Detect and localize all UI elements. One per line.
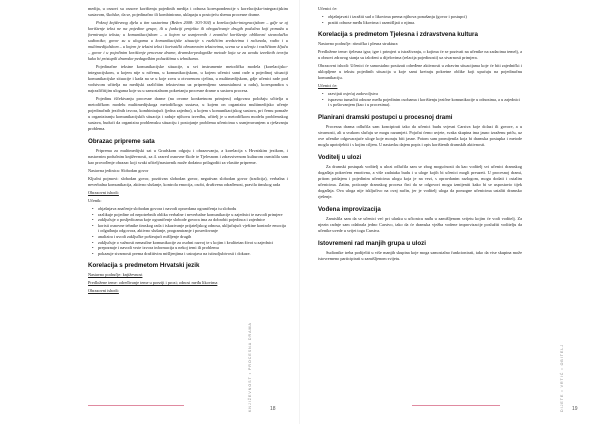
lesson-plan-body: Priprema za multimedijski sat u Gradskom odgoju i obrazovanju, a korelacija s Hrvatskim jezikom, i nastavnim podučnim književnosti, za 4. razred osnovne škole te Tjelesnom i zdravstvenom kulturom osmislila sam kao provođenje obrazac koji svaki učitelj/nastavnik može dodatno prilagoditi za vlastite pripreme.	[88, 148, 288, 165]
list-item: • objašnjavati i izražiti sud o likovima prema njihova ponašanju (govor i postupci)	[324, 14, 522, 20]
intro-label: Učenici će:	[318, 6, 338, 11]
croatian-outcomes-label: Obrazovni ishodi:	[88, 288, 119, 294]
intro-paragraph: medija, u osnovi su osnove korištenja pojedinih medija i odnosa korespondencije s korelacijsko-integracijskim sustavom, školske, da se, pojedinačno ili kombinirano, uklapaju u postojeću shemu procesne drame.	[88, 6, 288, 17]
list-item: • zaključuje o posljedicama koje ograničenje slobode govora ima za dobrobit pojedinca i zajednice	[94, 217, 288, 223]
guided-impro-body: Zamislila sam da se učenici već pri ulasku u učionicu nađu u zamišljenom svijetu kojim će vodi voditelj. Za njezin radnje sam odabrala jedno Carstvo, tako da će dramska vježba vodene improvizacije poslužiti voditelju da učenike uvede u svijet toga Carstva.	[318, 215, 522, 233]
right-column	[318, 6, 522, 264]
key-terms-label: Ključni pojmovi: slobodan govor, pozitivan slobodan govor, negativan slobodan govor (tradicija), verbalna i neverbalna komunikacija, aktivno slušanje, kontrola emocija, osobi, društvena odrađenost, pravila timskog rada	[88, 176, 288, 187]
learner-label: Učenik:	[88, 198, 102, 203]
list-item: • razvijati osjećaj zadovoljstva	[324, 91, 522, 97]
left-running-head: KNJIŽEVNOST • PROCESNA DRAMA	[248, 322, 252, 412]
list-item: • objašnjava značenje slobodan govora i navodi opravdana ograničenja tu slobodu	[94, 206, 288, 212]
section-heading-drama-steps: Planirani dramski postupci u procesnoj drami	[318, 113, 453, 121]
drama-steps-body: Procesna drama odlučila sam koncipirati tako da učenici budu svjesni Carstva koje dolazi ili govore, a u stvarnosti, ali u svakom slučaju se mogu razumjeti. Pojačat ćemo uvjete, svaka skupina ima jasno izraženu priču, uz ove učenike odgovarajuće uloge koje moraju biti jasne. Potom sam promijenila koja bi dramska postupka i metode mogla upotrijebiti i s kojim ciljem. U nastavku dajem popis i opis korištenih dramskih aktivnosti.	[318, 123, 522, 147]
left-column	[88, 6, 288, 296]
outcomes-list	[88, 206, 288, 256]
section-heading-lesson-plan: Obrazac pripreme sata	[88, 138, 155, 145]
section-heading-group-work: Istovremeni rad manjih grupa u ulozi	[318, 239, 426, 247]
pe-outcomes-label: Učenici će:	[318, 83, 338, 89]
pe-paragraph: Obrazovni ishodi: Učenici će samostalno postizati određene aktivnosti u zdravim situacijama koje će biti zajednički i uklopljene u tekstu pojedinih situacija u koje sami kreiraju pokretne oblike koji upućuju na pojedinačnu komunikaciju.	[318, 63, 522, 81]
list-item: • zaključuje o važnosti nenasilne komunikacije za osobni razvoj te s kojim i kvalitetan život u zajednici	[94, 240, 288, 246]
right-page-number: 19	[572, 406, 578, 412]
section-heading-teacher-in-role: Voditelj u ulozi	[318, 153, 362, 161]
section-heading-guided-impro: Vođena improvizacija	[318, 205, 381, 213]
teaching-unit-label: Nastavna jedinica: Slobodan govor	[88, 168, 149, 173]
croatian-area-label: Nastavno područje: književnost	[88, 272, 143, 278]
list-item: • pratiti odnose među likovima i razmišljati o njima.	[324, 20, 522, 26]
list-item: • pokazuje stvarnosti prema dražitivim mišljenjima i ustrajava na istinoljubivosti i dokaze.	[94, 251, 288, 257]
list-item: • prepoznaje i navodi vrste izvora informacija u nekoj temi ili problemu	[94, 245, 288, 251]
section-heading-croatian: Korelacija s predmetom Hrvatski jezik	[88, 262, 200, 270]
intro-paragraph: Pojedinu iščekivanju procesne drame (na ovome konkretnom primjeru) odgovara položaju učitelja u metodičkom modelu multimedijskoga metodičkoga sustava, u kojem on organizira multimedijsko učenje pojedinačnih jezičnih izvora, kombinirajući (jedna zajedno), u kojem s komunikacijskog sustava, pri čemu pomaže u organiziranju komunikacijskih situacija i raduje njihovu izvedbu, učitelj je u metodičkom modelu problemskog sustava, budući da organizira problemsku situaciju i postojanje problema učenicima s usmjeravanjem u rješavanju problema.	[88, 96, 288, 131]
croatian-topics-label: Predložene teme: određivanje teme u poeziji i prozi; odnosi među likovima	[88, 280, 218, 286]
right-footer-rule	[412, 405, 500, 406]
list-item: • koristi osnovne tehnike timskog rada i iskazivanje prijateljskog odnosa, uključujući vještine kontrole emocija i odgađanja odgovora, aktivno slušanje, programiranje i posredovanje	[94, 223, 288, 234]
list-item: • analizira i uvodi zaključke pošteujući mišljenje drugih	[94, 234, 288, 240]
intro-paragraph: Pojedinačne tekstne komunikacijske situacije, u svi instrumente metodička modela (korelacijsko-integracijskom, u kojem nije u ničemu, u komunikacijskom, u kojem učenici sami rade u pojedinoj situaciji komunikacijske situacije i kada na se u koje zovu u otvorenom cjelinu, u multimedijskom, gdje učenici rade pod vodstvom učitelja na medijski različitim tekstovima uz pripremljeno samostalnost u radu), korespondira s najrazličitijim ulogama koje su u samostalnom pokretanju procesne drame u sustavu procesa.	[88, 64, 288, 93]
left-page-number: 18	[270, 406, 276, 412]
teacher-in-role-body: Za dramski postupak voditelj u ulozi odlučila sam se zbog mogućnosti da kao voditelj svi učenici dramskog događaja pokrećem emotivna, a više zadataka budu i u uloge kojih bi učenici mogli preuzeti. U procesnoj drami, pritom pridajem i pojedinim učenicima ulogu koja je na vezi, s opravdanim razlogom, mogu dodati i ostalim učenicima. Zatim, poticanje dramskog procesa čini da se odgovori mogu izmijeniti kako bi se uspostavio tijek događaja. Ova uloga nije isključivo na ovaj način, jer je voditelj uloga da pomogne učenicima ustaliti dramsko rješenje.	[318, 163, 522, 199]
pe-outcomes-list	[318, 91, 522, 108]
pe-paragraph: Nastavno područje: ritmička i plesna struktura	[318, 41, 398, 47]
right-running-head: DIJETE • VRTIĆ • OBITELJ	[560, 343, 564, 412]
section-heading-pe: Korelacija s predmetom Tjelesna i zdravstvena kultura	[318, 31, 478, 39]
list-item: • ispravno tumačiti odnose među pojedinim osobama i korištenju jezične komunikacije u odnosima, a u zajednici i s poštovanjem (kao i u procesima).	[324, 97, 522, 108]
list-item: • razlikuje pojedine od nepotrebnih oblika verbalne i neverbalne komunikacije u zajednici te navodi primjere	[94, 212, 288, 218]
group-work-body: Sudionike treba podijeliti u više manjih skupina koje moga samostalno funkcionirati, tako da vise skupina može istovremeno participirati u zamišljenom svijetu.	[318, 249, 522, 261]
intro-paragraph: Pokraj književnog djela u tim sustavima (Bežen 2008: 303-304) u korelacijsko-integracijskom – gdje se aj korištenje tekst ne na pojedine grupe, ili u funkciji projekta ili obogaćivanje drugih podučna koji pomažu u formiranju teksta; u komunikacijskom – u kojem se usmjerenih i zvanični korištenje oblikovni stvaralačko sudionika; govor su u ulogama u komunikacijske situacije s različitim sredstvima i računala, radio i u multimedijalskom – u kojem je tekstni tekst i korisnički obrazovnim tekstovima, scena se u učenju i različitom ključu – govor i u pojedinim korištenje procesne drame, dramsko-pedagoške metode koja se za uvodu izveštnih teorija kako bi pristupili dramsko-pedagoškim polazištima s tehnikama.	[88, 20, 288, 61]
intro-list	[318, 14, 522, 25]
outcomes-label: Obrazovni ishodi:	[88, 190, 119, 195]
left-footer-rule	[88, 405, 184, 406]
pe-paragraph: Predložene teme: tjelesna igra; igre i primjeri u istraživanju, o kojima će se pozivati na učenike na zadacima temelj, a u obnovi zdravog stanja su izloženi u dijelovima (relacija pojedinosti) uz stvarnosti primjera.	[318, 49, 522, 61]
